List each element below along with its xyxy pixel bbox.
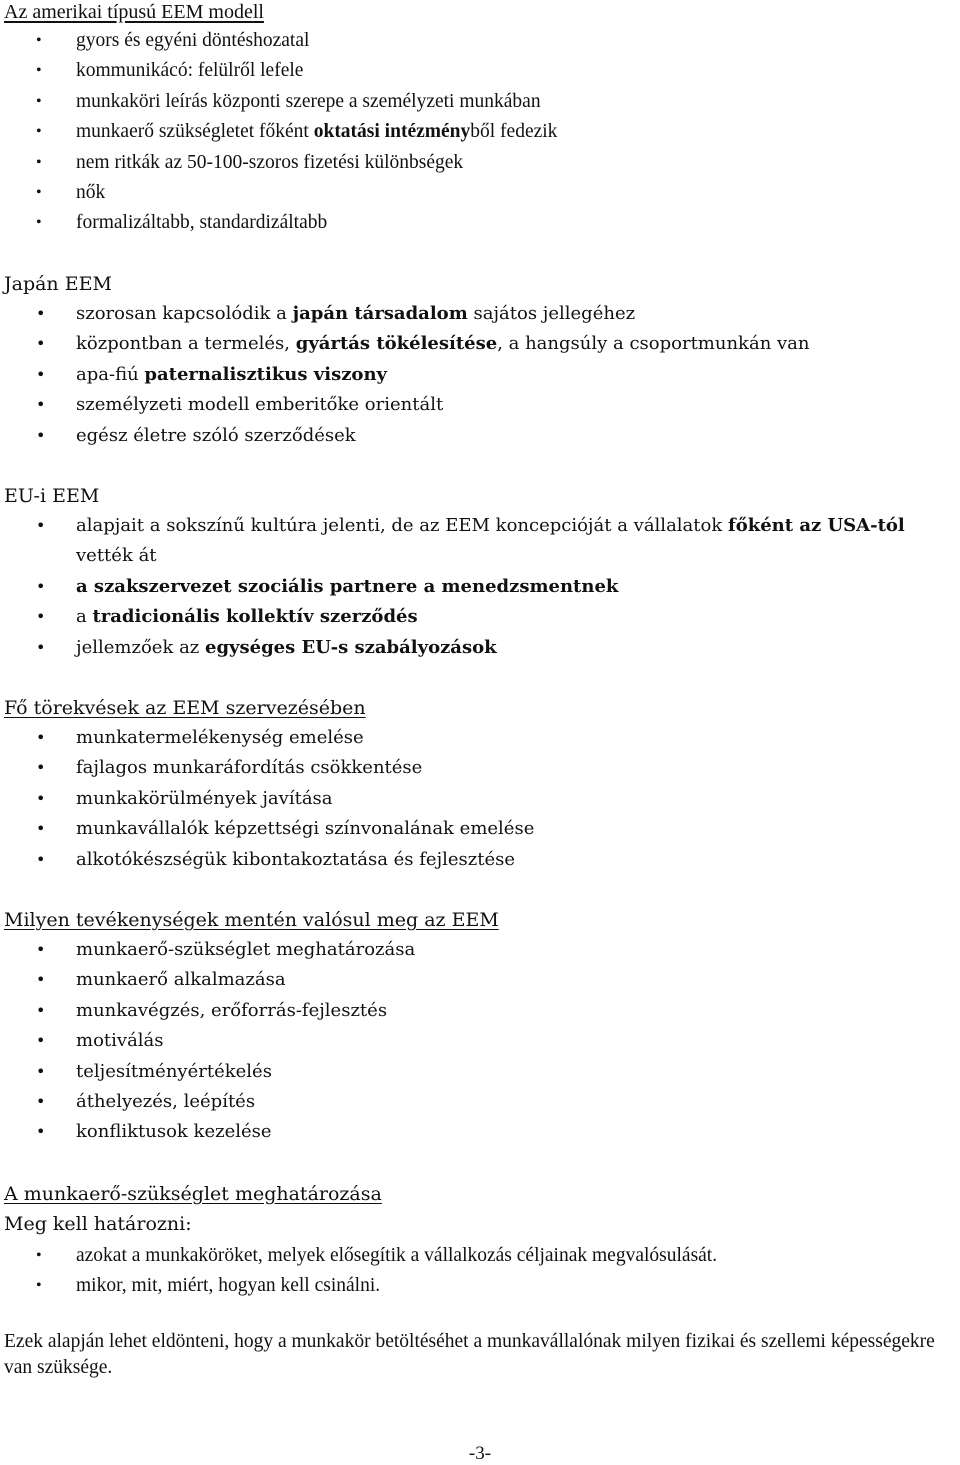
list-japan-model: [0, 299, 960, 451]
list-goals: [0, 723, 960, 875]
bullet-icon: •: [36, 364, 46, 384]
list-item: [0, 329, 960, 359]
list-item: [0, 1087, 960, 1117]
bullet-icon: •: [36, 576, 46, 596]
conclusion-paragraph: Ezek alapján lehet eldönteni, hogy a munkakör betöltéséhet a munkavállalónak milyen fizikai és szellemi képességekre van szüksége.: [4, 1331, 935, 1378]
bullet-icon: •: [36, 1277, 42, 1295]
item-text: motiválás: [76, 1030, 164, 1052]
list-item: [0, 299, 960, 329]
list-item: [0, 26, 960, 56]
item-text: személyzeti modell emberitőke orientált: [76, 394, 444, 416]
heading-eu-model: EU-i EEM: [4, 485, 100, 507]
item-text: alapjait a sokszínű kultúra jelenti, de az EEM koncepcióját a vállalatok: [76, 515, 728, 536]
heading-american-model: Az amerikai típusú EEM modell: [4, 1, 264, 23]
list-item: [0, 996, 960, 1026]
item-text: szorosan kapcsolódik a: [76, 303, 293, 324]
list-item: [0, 845, 960, 875]
list-item: [0, 633, 960, 663]
item-text: nem ritkák az 50-100-szoros fizetési különbségek: [76, 151, 464, 173]
list-eu-model: [0, 511, 960, 663]
list-item: [0, 723, 960, 753]
subheading-must-define: Meg kell határozni:: [4, 1213, 192, 1235]
list-item: [0, 117, 960, 147]
item-text: nők: [76, 181, 106, 203]
bullet-icon: •: [36, 1122, 46, 1142]
item-text-bold: paternalisztikus viszony: [144, 363, 387, 385]
bullet-icon: •: [36, 940, 46, 959]
bullet-icon: •: [36, 607, 46, 627]
list-american-model: [0, 26, 960, 239]
item-text-bold: egységes EU-s szabályozások: [205, 636, 497, 658]
list-item: [0, 1057, 960, 1087]
bullet-icon: •: [36, 425, 46, 445]
item-text: munkaerő-szükséglet meghatározása: [76, 939, 416, 960]
page-number: -3-: [468, 1443, 492, 1464]
bullet-icon: •: [36, 1061, 46, 1081]
bullet-icon: •: [36, 1000, 46, 1020]
bullet-icon: •: [36, 214, 42, 232]
list-item: [0, 208, 960, 238]
bullet-icon: •: [36, 970, 46, 990]
item-text-bold: a szakszervezet szociális partnere a menedzsmentnek: [76, 575, 619, 597]
bullet-icon: •: [36, 758, 46, 778]
list-item: [0, 784, 960, 814]
item-text: munkaköri leírás központi szerepe a személyzeti munkában: [76, 90, 541, 112]
list-labour-needs: [0, 1241, 960, 1302]
bullet-icon: •: [36, 849, 46, 869]
item-text: egész életre szóló szerződések: [76, 424, 356, 446]
bullet-icon: •: [36, 123, 42, 141]
bullet-icon: •: [36, 728, 46, 747]
item-text: központban a termelés,: [76, 333, 296, 355]
item-text: kommunikácó: felülről lefele: [76, 60, 304, 82]
list-item: [0, 1241, 960, 1271]
list-item: [0, 148, 960, 178]
item-text-bold: japán társadalom: [292, 303, 468, 324]
item-text: a: [76, 606, 93, 628]
item-text: mikor, mit, miért, hogyan kell csinálni.: [76, 1275, 381, 1297]
item-text: munkaerő szükségletet főként: [76, 121, 314, 143]
item-text: fajlagos munkaráfordítás csökkentése: [76, 757, 423, 779]
item-text-wrap: [76, 511, 952, 572]
bullet-icon: •: [36, 304, 46, 323]
heading-labour-needs: A munkaerő-szükséglet meghatározása: [4, 1183, 382, 1205]
heading-japan-model: Japán EEM: [4, 273, 112, 295]
bullet-icon: •: [36, 32, 42, 49]
list-item: [0, 390, 960, 420]
list-item: [0, 511, 960, 572]
bullet-icon: •: [36, 516, 46, 535]
list-item: [0, 965, 960, 995]
bullet-icon: •: [36, 637, 46, 657]
list-item: [0, 87, 960, 117]
bullet-icon: •: [36, 819, 46, 839]
item-text-bold: tradicionális kollektív szerződés: [92, 606, 418, 628]
list-item: [0, 814, 960, 844]
bullet-icon: •: [36, 1091, 46, 1111]
item-text: munkatermelékenység emelése: [76, 727, 364, 748]
item-text: azokat a munkaköröket, melyek elősegítik a vállalkozás céljainak megvalósulását.: [76, 1245, 718, 1266]
item-text: formalizáltabb, standardizáltabb: [76, 212, 328, 234]
item-text-tail: vették át: [76, 545, 157, 567]
list-item: [0, 56, 960, 86]
list-item: [0, 178, 960, 208]
item-text-tail: sajátos jellegéhez: [467, 303, 636, 324]
list-item: [0, 1271, 960, 1301]
list-item: [0, 753, 960, 783]
item-text: munkavállalók képzettségi színvonalának emelése: [76, 818, 535, 840]
item-text-bold: oktatási intézmény: [313, 121, 471, 143]
bullet-icon: •: [36, 395, 46, 415]
bullet-icon: •: [36, 153, 42, 171]
bullet-icon: •: [36, 183, 42, 201]
list-item: [0, 1117, 960, 1147]
item-text-bold: főként az USA-tól: [727, 515, 905, 536]
bullet-icon: •: [36, 788, 46, 808]
item-text: gyors és egyéni döntéshozatal: [76, 30, 310, 51]
item-text: konfliktusok kezelése: [76, 1121, 272, 1143]
bullet-icon: •: [36, 62, 42, 80]
item-text: apa-fiú: [76, 363, 145, 385]
list-item: [0, 602, 960, 632]
item-text-tail: , a hangsúly a csoportmunkán van: [497, 333, 810, 355]
heading-goals: Fő törekvések az EEM szervezésében: [4, 697, 366, 719]
heading-activities: Milyen tevékenységek mentén valósul meg az EEM: [4, 909, 499, 931]
list-item: [0, 1026, 960, 1056]
list-item: [0, 935, 960, 965]
item-text-bold: gyártás tökélesítése: [295, 333, 498, 355]
item-text-tail: ből fedezik: [470, 121, 558, 143]
bullet-icon: •: [36, 92, 42, 110]
item-text: alkotókészségük kibontakoztatása és fejlesztése: [76, 848, 516, 870]
list-item: [0, 421, 960, 451]
list-item: [0, 572, 960, 602]
bullet-icon: •: [36, 1031, 46, 1051]
list-item: [0, 360, 960, 390]
list-activities: [0, 935, 960, 1148]
bullet-icon: •: [36, 1247, 42, 1264]
item-text: munkavégzés, erőforrás-fejlesztés: [76, 999, 388, 1021]
item-text: teljesítményértékelés: [76, 1060, 272, 1082]
item-text: áthelyezés, leépítés: [76, 1090, 256, 1112]
bullet-icon: •: [36, 334, 46, 354]
item-text: munkakörülmények javítása: [76, 787, 333, 809]
item-text: jellemzőek az: [76, 636, 206, 658]
item-text: munkaerő alkalmazása: [76, 969, 286, 991]
